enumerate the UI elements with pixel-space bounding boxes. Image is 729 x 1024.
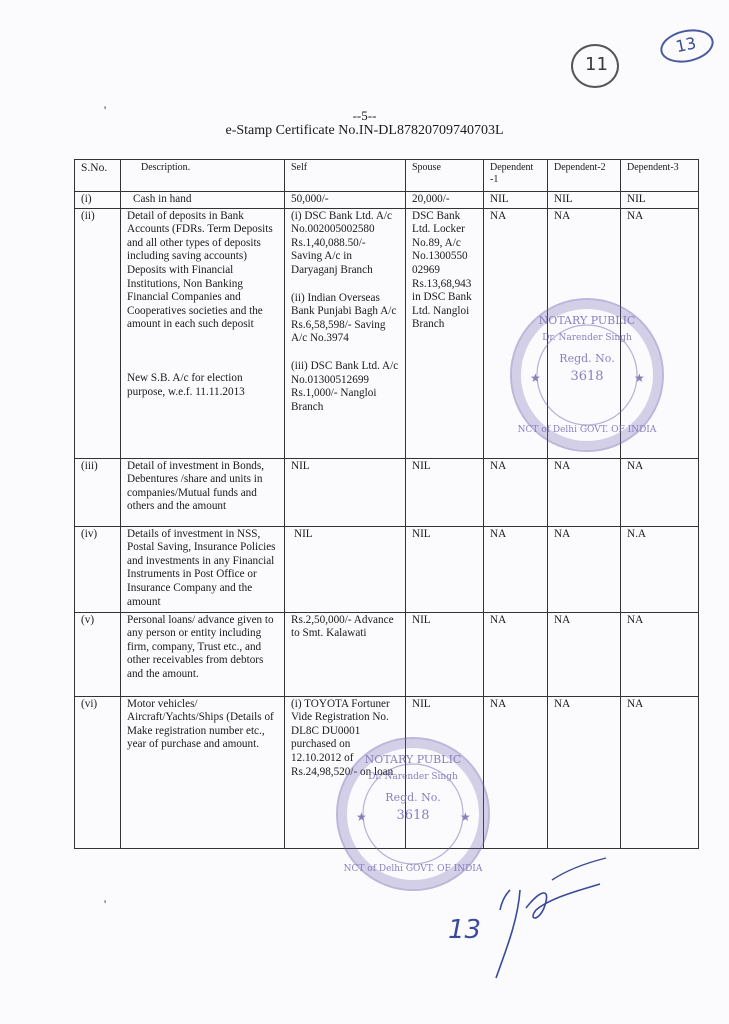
self-entry-2: (ii) Indian Overseas Bank Punjabi Bagh A/c Rs.6,58,598/- Saving A/c No.3974 [291,291,397,345]
cell-description: Motor vehicles/ Aircraft/Yachts/Ships (Details of Make registration number etc., year of purchase and amount. [121,696,285,848]
col-header-dependent-3: Dependent-3 [621,160,699,192]
cell-spouse: NIL [406,612,484,696]
cell-dependent-1: NA [484,208,548,458]
svg-text:★: ★ [634,371,645,385]
col-header-description: Description. [121,160,285,192]
cell-dependent-2: NA [548,612,621,696]
cell-spouse: 20,000/- [406,192,484,209]
stamp-regd-label: Regd. No. [559,352,615,365]
notary-stamp [510,298,664,452]
cell-sno: (ii) [75,208,121,458]
description-extra: New S.B. A/c for election purpose, w.e.f. 11.11.2013 [127,371,245,398]
cell-self: 50,000/- [285,192,406,209]
cell-dependent-3: NA [621,612,699,696]
cell-dependent-3: NIL [621,192,699,209]
cell-dependent-2: NA [548,526,621,612]
self-entry-1: (i) DSC Bank Ltd. A/c No.002005002580 Rs.1,40,088.50/- Saving A/c in Daryaganj Branch [291,209,392,276]
table-row [75,612,699,696]
stamp-bottom-text: NCT of Delhi GOVT. OF INDIA [517,425,657,435]
cell-sno: (v) [75,612,121,696]
cell-description: Personal loans/ advance given to any person or entity including firm, company, Trust etc., and other receivables from debtors and the amount. [121,612,285,696]
signature-number: 13 [448,915,482,945]
cell-dependent-3: NA [621,696,699,848]
table-row [75,458,699,526]
page-number: --5-- [352,108,377,123]
cell-dependent-3: NA [621,458,699,526]
stamp-outer-text: NOTARY PUBLIC [538,314,636,327]
cell-dependent-2: NA [548,696,621,848]
cell-self: Rs.2,50,000/- Advance to Smt. Kalawati [285,612,406,696]
cell-dependent-3: NA [621,208,699,458]
margin-tick: ' [104,103,107,117]
svg-text:★: ★ [530,371,541,385]
description-text: Detail of deposits in Bank Accounts (FDRs. Term Deposits and all other types of deposits including saving accounts) Deposits with Financial Institutions, Non Banking Financial Companies and Cooperatives societies and the amount in each such deposit [127,209,273,331]
stamp-regd-number: 3618 [570,369,604,384]
cell-dependent-1: NA [484,458,548,526]
cell-dependent-2: NA [548,458,621,526]
col-header-self: Self [285,160,406,192]
cell-dependent-2: NA [548,208,621,458]
col-header-sno: S.No. [75,160,121,192]
cell-dependent-1: NIL [484,192,548,209]
table-row [75,192,699,209]
cell-dependent-1: NA [484,526,548,612]
stamp-name: Dr. Narender Singh [542,333,632,343]
cell-dependent-3: N.A [621,526,699,612]
cell-dependent-1: NA [484,612,548,696]
cell-self: NIL [285,526,406,612]
svg-text:★: ★ [356,810,367,824]
cell-sno: (iv) [75,526,121,612]
stamp-outer-text: NOTARY PUBLIC [364,753,462,766]
stamp-bottom-text: NCT of Delhi GOVT. OF INDIA [343,864,483,874]
page-title: e-Stamp Certificate No.IN-DL87820709740703L [225,123,504,138]
table-header-row [75,160,699,192]
cell-spouse: DSC Bank Ltd. Locker No.89, A/c No.1300550 02969 Rs.13,68,943 in DSC Bank Ltd. Nangloi Branch [406,208,484,458]
cell-sno: (i) [75,192,121,209]
cell-self: (i) TOYOTA Fortuner Vide Registration No. DL8C DU0001 purchased on 12.10.2012 of Rs.24,98,520/- on loan [285,696,406,848]
cell-sno: (vi) [75,696,121,848]
cell-self: NIL [285,458,406,526]
page-mark-circled-2 [657,25,716,68]
margin-tick: ' [104,897,107,911]
stamp-regd-number: 3618 [396,808,430,823]
self-entry-3: (iii) DSC Bank Ltd. A/c No.01300512699 Rs.1,000/- Nangloi Branch [291,359,399,413]
col-header-spouse: Spouse [406,160,484,192]
cell-dependent-1: NA [484,696,548,848]
cell-sno: (iii) [75,458,121,526]
page-mark-13: 13 [673,33,698,57]
cell-spouse: NIL [406,696,484,848]
cell-description: Cash in hand [121,192,285,209]
cell-dependent-2: NIL [548,192,621,209]
notary-stamp-seal-icon [512,300,662,450]
cell-description: Detail of investment in Bonds, Debentures /share and units in companies/Mutual funds and others and the amount [121,458,285,526]
cell-self [285,208,406,458]
cell-spouse: NIL [406,458,484,526]
page-mark-circled [571,44,619,88]
cell-description: Details of investment in NSS, Postal Saving, Insurance Policies and investments in any Financial Instruments in Post Office or Insurance Company and the amount [121,526,285,612]
table-row [75,526,699,612]
signature-scribble-icon [440,850,640,990]
cell-spouse: NIL [406,526,484,612]
stamp-regd-label: Regd. No. [385,791,441,804]
signature [440,850,640,995]
stamp-name: Dr. Narender Singh [368,772,458,782]
svg-text:★: ★ [460,810,471,824]
col-header-dependent-1: Dependent -1 [484,160,548,192]
cell-description [121,208,285,458]
col-header-dependent-2: Dependent-2 [548,160,621,192]
page-mark-11: 11 [585,54,608,75]
